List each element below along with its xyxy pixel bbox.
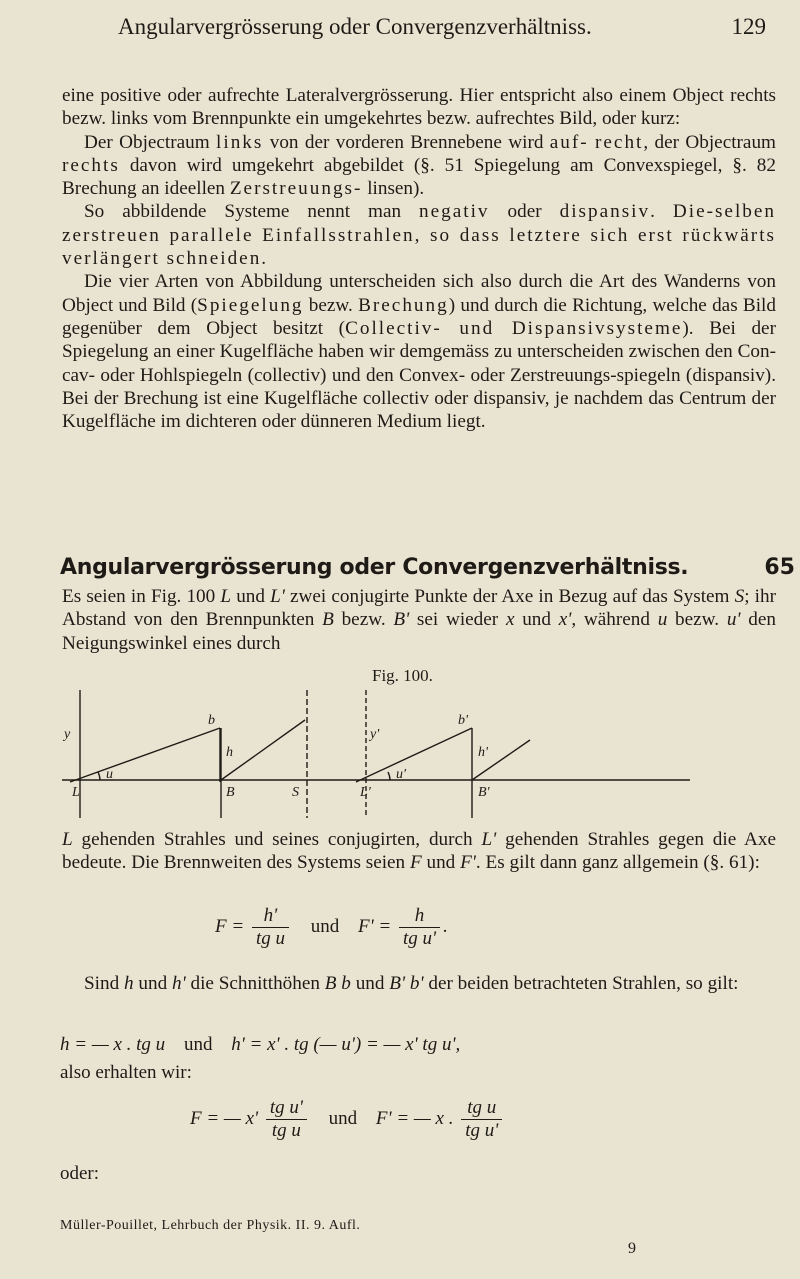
- paragraph-7: Sind h und h' die Schnitthöhen B b und B' b' der beiden betrachteten Strahlen, so gilt:: [84, 973, 739, 994]
- book-footer: Müller-Pouillet, Lehrbuch der Physik. II. 9. Aufl.: [60, 1218, 361, 1233]
- page-number: 129: [731, 14, 766, 39]
- ray-h: [221, 720, 305, 780]
- running-header: [88, 14, 778, 44]
- label-h: h: [226, 745, 233, 760]
- signature-mark: 9: [628, 1240, 636, 1257]
- section-number: 65: [764, 555, 795, 580]
- paragraph-5: Es seien in Fig. 100 L und L' zwei conjugirte Punkte der Axe in Bezug auf das System S; ihr Abstand von den Brennpunkten B bezw. B' sei wieder x und x', während u bezw. u' den Neigungswinkel eines durch: [62, 586, 776, 654]
- top-text-block: [62, 84, 776, 433]
- angle-up-arc: [388, 772, 390, 780]
- paragraph-4: Die vier Arten von Abbildung unterscheiden sich also durch die Art des Wanderns von Object und Bild (Spiegelung bezw. Brechung) und durch die Richtung, welche das Bild gegenüber dem Object besitzt (Collectiv- und Dispansivsysteme). Bei der Spiegelung an einer Kugelfläche haben wir demgemäss zu unterscheiden zwischen den Con-cav- oder Hohlspiegeln (collectiv) und den Convex- oder Zerstreuungs-spiegeln (dispansiv). Bei der Brechung ist eine Kugelfläche collectiv oder dispansiv, je nachdem das Centrum der Kugelfläche im dichteren oder dünneren Medium liegt.: [62, 271, 776, 433]
- label-Bp: B': [478, 785, 490, 800]
- section-title: Angularvergrösserung oder Convergenzverhältniss.: [60, 555, 689, 580]
- angle-u-arc: [98, 772, 100, 780]
- label-L: L: [72, 785, 80, 800]
- optics-diagram: [60, 690, 690, 818]
- formula-heights: h = — x . tg u und h' = x' . tg (— u') = — x' tg u',: [60, 1034, 461, 1055]
- paragraph-6: L gehenden Strahles und seines conjugirten, durch L' gehenden Strahles gegen die Axe bedeute. Die Brennweiten des Systems seien F und F'. Es gilt dann ganz allgemein (§. 61):: [62, 829, 776, 874]
- label-bp: b': [458, 713, 468, 728]
- label-yp: y': [370, 727, 380, 742]
- label-b: b: [208, 713, 215, 728]
- formula-focal-lengths: F = $\frac{h'}{\text{tg u}}$ und F' = $\frac{h}{\text{tg u'}}$ .: [215, 905, 448, 949]
- label-hp: h': [478, 745, 488, 760]
- paragraph-2: Der Objectraum links von der vorderen Brennebene wird auf- recht, der Objectraum rechts davon wird umgekehrt abgebildet (§. 51 Spiegelung am Convexspiegel, §. 82 Brechung an ideellen Zerstreuungs- linsen).: [62, 131, 776, 200]
- label-S: S: [292, 785, 299, 800]
- oder-label: oder:: [60, 1163, 100, 1184]
- label-y: y: [64, 727, 71, 742]
- paragraph-1: eine positive oder aufrechte Lateralvergrösserung. Hier entspricht also einem Object rechts bezw. links vom Brennpunkte ein umgekehrtes bezw. aufrechtes Bild, oder kurz:: [62, 85, 777, 130]
- section-heading: [60, 553, 795, 583]
- label-Lp: L': [360, 785, 371, 800]
- paragraph-3: So abbildende Systeme nennt man negativ oder dispansiv. Die-selben zerstreuen parallele Einfallsstrahlen, so dass letztere sich erst rückwärts verlängert schneiden.: [62, 201, 776, 270]
- formula-result: F = — x' $\frac{\text{tg u'}}{\text{tg u}}$ und F' = — x . $\frac{\text{tg u}}{\text{tg u'}}$: [190, 1097, 505, 1142]
- also-label: also erhalten wir:: [60, 1062, 192, 1083]
- figure-caption: Fig. 100.: [372, 666, 433, 685]
- label-B: B: [226, 785, 235, 800]
- header-title: Angularvergrösserung oder Convergenzverhältniss.: [118, 14, 592, 39]
- label-up: u': [396, 767, 406, 782]
- ray-through-L: [70, 728, 220, 782]
- label-u: u: [106, 767, 113, 782]
